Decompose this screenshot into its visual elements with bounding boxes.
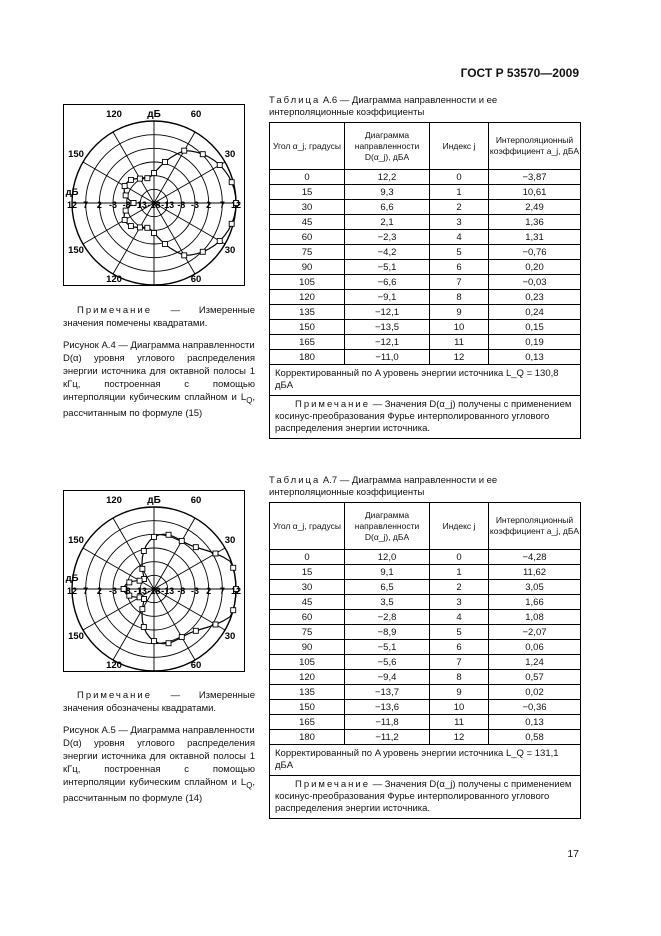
table-cell: −9,1 [345, 290, 430, 305]
radial-label-left: -8 [122, 200, 131, 210]
angle-label-60: 60 [190, 495, 202, 506]
radial-label-left: -3 [108, 586, 118, 596]
table-cell: 75 [270, 245, 345, 260]
angle-label-60: 60 [190, 109, 202, 120]
document-header: ГОСТ Р 53570—2009 [460, 66, 579, 80]
table-row [270, 715, 581, 730]
figure5-note [63, 689, 255, 715]
corrected-level: Корректированный по A уровень энергии источника L_Q = 131,1 дБA [270, 745, 581, 776]
table-row [270, 655, 581, 670]
table-cell: 135 [270, 305, 345, 320]
table-row [270, 565, 581, 580]
table-cell: 8 [430, 670, 489, 685]
table-cell: 10 [430, 700, 489, 715]
corrected-level: Корректированный по A уровень энергии источника L_Q = 130,8 дБA [270, 365, 581, 396]
table-cell: −5,1 [345, 260, 430, 275]
table-cell: 90 [270, 260, 345, 275]
table-cell: 8 [430, 290, 489, 305]
caption-word: Таблица [269, 95, 321, 106]
measurement-marker [141, 624, 146, 629]
note-word: Примечание [295, 399, 370, 410]
radial-label-center: -18 [147, 200, 161, 210]
radial-label-left: -13 [133, 586, 147, 596]
measurement-marker [140, 607, 145, 612]
table-cell: 10 [430, 320, 489, 335]
table-cell: 0,20 [489, 260, 581, 275]
radial-label-left: 7 [83, 200, 89, 210]
table-cell: −11,8 [345, 715, 430, 730]
table-cell: 2,49 [489, 200, 581, 215]
table-cell: −13,6 [345, 700, 430, 715]
table-cell: 0 [270, 550, 345, 565]
table-note [270, 396, 581, 439]
measurement-marker [179, 538, 184, 543]
table-cell: 90 [270, 640, 345, 655]
table-cell: 11,62 [489, 565, 581, 580]
table-cell: 0,15 [489, 320, 581, 335]
table-cell: 0,06 [489, 640, 581, 655]
caption-text: А.6 — Диаграмма направленности и ее интерполяционные коэффициенты [269, 95, 498, 118]
table-cell: 9,3 [345, 185, 430, 200]
table-row [270, 305, 581, 320]
measurement-marker [122, 184, 127, 189]
measurement-marker [122, 217, 127, 222]
measurement-marker [152, 639, 157, 644]
table-row [270, 595, 581, 610]
measurement-marker [213, 622, 218, 627]
unit-label-top: дБ [147, 109, 161, 120]
table-cell: 0,57 [489, 670, 581, 685]
measurement-marker [152, 171, 157, 176]
unit-label-left: дБ [65, 573, 79, 584]
unit-label-top: дБ [147, 495, 161, 506]
radial-label-center: -18 [147, 586, 161, 596]
table-body [270, 170, 581, 365]
radial-label-right: 2 [206, 200, 212, 210]
measurement-marker [137, 176, 142, 181]
table-header-row [270, 503, 581, 550]
caption-line: источника для октавной полосы 1 кГц, построенная с помощью интерполяции кубическим [63, 366, 255, 403]
measurement-marker [142, 596, 147, 601]
table-cell: 5 [430, 245, 489, 260]
table-row [270, 580, 581, 595]
header-pattern: Диаграмма направленности D(α_j), дБA [345, 503, 430, 550]
radial-label-left: -13 [133, 200, 147, 210]
table-cell: −5,1 [345, 640, 430, 655]
table-cell: 9 [430, 685, 489, 700]
header-pattern: Диаграмма направленности D(α_j), дБA [345, 123, 430, 170]
table-a7 [269, 502, 581, 819]
radial-label-left: 12 [66, 586, 78, 596]
table-cell: 5 [430, 625, 489, 640]
table-row [270, 335, 581, 350]
table-cell: 9 [430, 305, 489, 320]
table-cell: 3 [430, 215, 489, 230]
table-row [270, 350, 581, 365]
measurement-marker [217, 238, 222, 243]
table-cell: 0,23 [489, 290, 581, 305]
table-cell: 45 [270, 595, 345, 610]
table-cell: 12 [430, 350, 489, 365]
table-cell: 15 [270, 185, 345, 200]
table-cell: 12,0 [345, 550, 430, 565]
table-cell: 11 [430, 715, 489, 730]
measurement-marker [179, 635, 184, 640]
radial-label-left: 12 [66, 200, 78, 210]
angle-label-120: 120 [106, 109, 122, 120]
table-cell: 15 [270, 565, 345, 580]
table-row [270, 275, 581, 290]
figure4-note [63, 304, 255, 330]
measurement-marker [200, 249, 205, 254]
caption-line: D(α) уровня углового распределения энергии [63, 353, 255, 377]
table-cell: 3,5 [345, 595, 430, 610]
table-row [270, 215, 581, 230]
table-cell: 0,02 [489, 685, 581, 700]
radial-label-right: 7 [219, 586, 225, 596]
header-angle: Угол α_j, градусы [270, 503, 345, 550]
table-cell: 1 [430, 565, 489, 580]
radial-label-right: -8 [177, 200, 186, 210]
table-cell: 165 [270, 335, 345, 350]
table-cell: −13,5 [345, 320, 430, 335]
measurement-marker [137, 578, 142, 583]
caption-line: , рассчитанным по формуле (15) [63, 392, 256, 419]
angle-label-60-lower: 60 [190, 660, 202, 671]
note-word: Примечание [77, 305, 152, 316]
measurement-marker [200, 152, 205, 157]
angle-label-150-lower: 150 [68, 631, 84, 642]
measurement-marker [152, 534, 157, 539]
table-cell: 7 [430, 655, 489, 670]
table-cell: 0,24 [489, 305, 581, 320]
table-body [270, 550, 581, 745]
radial-label-right: 12 [230, 200, 242, 210]
caption-line: источника для октавной полосы 1 кГц, построенная с помощью интерполяции кубическим [63, 751, 255, 788]
table-cell: 6 [430, 260, 489, 275]
table-row [270, 200, 581, 215]
table-row [270, 625, 581, 640]
angle-label-30: 30 [224, 535, 236, 546]
radial-label-right: -3 [190, 586, 200, 596]
table-row [270, 685, 581, 700]
table-cell: 60 [270, 610, 345, 625]
table-cell: 1,66 [489, 595, 581, 610]
table-cell: 1,24 [489, 655, 581, 670]
table-cell: −12,1 [345, 305, 430, 320]
measurement-marker [123, 193, 128, 198]
header-coefficient: Интерполяционный коэффициент a_j, дБA [489, 503, 581, 550]
radial-label-left: 7 [83, 586, 89, 596]
note-text: — Измеренные значения обозначены квадратами. [63, 690, 256, 714]
table-cell: −9,4 [345, 670, 430, 685]
table-row [270, 260, 581, 275]
table-cell: −11,2 [345, 730, 430, 745]
table-cell: −4,28 [489, 550, 581, 565]
table7-caption [269, 475, 581, 499]
table-cell: 45 [270, 215, 345, 230]
table-row [270, 730, 581, 745]
table-cell: 30 [270, 580, 345, 595]
figure5-caption [63, 724, 255, 805]
table-cell: 11 [430, 335, 489, 350]
table-cell: −0,76 [489, 245, 581, 260]
table-cell: 105 [270, 275, 345, 290]
table-cell: 105 [270, 655, 345, 670]
measurement-marker [229, 180, 234, 185]
table-cell: −2,3 [345, 230, 430, 245]
table-cell: −6,6 [345, 275, 430, 290]
angle-label-150-lower: 150 [68, 245, 84, 256]
measurement-marker [128, 177, 133, 182]
angle-label-150: 150 [68, 535, 84, 546]
table-row [270, 320, 581, 335]
table-cell: 150 [270, 700, 345, 715]
table-cell: −11,0 [345, 350, 430, 365]
table-cell: −4,2 [345, 245, 430, 260]
table-cell: 0 [430, 550, 489, 565]
table-row [270, 230, 581, 245]
angle-label-120: 120 [106, 495, 122, 506]
measurement-marker [229, 221, 234, 226]
header-coefficient: Интерполяционный коэффициент a_j, дБA [489, 123, 581, 170]
radial-label-right: 7 [219, 200, 225, 210]
table-cell: 150 [270, 320, 345, 335]
caption-line: D(α) уровня углового распределения энергии [63, 738, 255, 762]
header-index: Индекс j [430, 123, 489, 170]
table-cell: −8,9 [345, 625, 430, 640]
measurement-marker [127, 580, 132, 585]
note-text: — Измеренные значения помечены квадратами. [63, 305, 256, 329]
radial-label-left: -8 [122, 586, 131, 596]
caption-sub: Q [246, 395, 253, 405]
table-cell: 12 [430, 730, 489, 745]
measurement-marker [163, 242, 168, 247]
table-cell: 120 [270, 670, 345, 685]
table-note [270, 776, 581, 819]
caption-text: А.7 — Диаграмма направленности и ее интерполяционные коэффициенты [269, 475, 498, 498]
table-row [270, 610, 581, 625]
table-cell: 4 [430, 230, 489, 245]
radial-label-left: 2 [96, 586, 102, 596]
radial-label-right: -13 [161, 586, 175, 596]
measurement-marker [193, 628, 198, 633]
note-word: Примечание [295, 779, 370, 790]
table-cell: 1,36 [489, 215, 581, 230]
caption-line: Рисунок А.4 — Диаграмма направленности [63, 340, 255, 351]
radial-label-right: -8 [177, 586, 186, 596]
caption-line: сплайном и L [184, 777, 247, 788]
table-row [270, 550, 581, 565]
caption-line: Рисунок А.5 — Диаграмма направленности [63, 725, 255, 736]
table-cell: 180 [270, 350, 345, 365]
table-header-row [270, 123, 581, 170]
polar-figure-a4 [63, 104, 245, 286]
angle-label-30-lower: 30 [224, 245, 236, 256]
table-cell: 3 [430, 595, 489, 610]
measurement-marker [145, 225, 150, 230]
table-cell: 165 [270, 715, 345, 730]
table-cell: 2 [430, 200, 489, 215]
measurement-marker [141, 549, 146, 554]
unit-label-left: дБ [65, 187, 79, 198]
table-row [270, 700, 581, 715]
table-cell: 6 [430, 640, 489, 655]
table-cell: −0,36 [489, 700, 581, 715]
table-cell: 0 [270, 170, 345, 185]
table-cell: −2,8 [345, 610, 430, 625]
note-word: Примечание [77, 690, 152, 701]
table-cell: 1 [430, 185, 489, 200]
table-cell: 1,08 [489, 610, 581, 625]
measurement-marker [128, 224, 133, 229]
table-cell: 180 [270, 730, 345, 745]
table6-caption [269, 95, 581, 119]
measurement-marker [231, 565, 236, 570]
table-cell: 0,19 [489, 335, 581, 350]
measurement-marker [163, 159, 168, 164]
table-cell: 6,6 [345, 200, 430, 215]
table-cell: 1,31 [489, 230, 581, 245]
angle-label-120-lower: 120 [106, 660, 122, 671]
measurement-marker [166, 532, 171, 537]
page-number: 17 [567, 848, 579, 860]
table-row [270, 640, 581, 655]
measurement-marker [145, 176, 150, 181]
table-cell: 0,13 [489, 350, 581, 365]
radial-label-right: -13 [161, 200, 175, 210]
table-cell: 75 [270, 625, 345, 640]
angle-label-30-lower: 30 [224, 631, 236, 642]
angle-label-120-lower: 120 [106, 274, 122, 285]
measurement-marker [217, 163, 222, 168]
table-cell: 0,13 [489, 715, 581, 730]
radial-label-right: -3 [190, 200, 200, 210]
table-cell: −12,1 [345, 335, 430, 350]
measurement-marker [137, 225, 142, 230]
header-index: Индекс j [430, 503, 489, 550]
radial-label-left: -3 [108, 200, 118, 210]
note-text: — Значения D(α_j) получены с применением косинус-преобразования Фурье интерполированного углового распределения энергии источника. [275, 399, 572, 434]
table-cell: −3,87 [489, 170, 581, 185]
table-cell: 9,1 [345, 565, 430, 580]
angle-label-150: 150 [68, 149, 84, 160]
caption-line: сплайном и L [184, 392, 247, 403]
table-cell: 120 [270, 290, 345, 305]
table-cell: 10,61 [489, 185, 581, 200]
table-cell: 7 [430, 275, 489, 290]
figure4-caption [63, 339, 255, 420]
measurement-marker [231, 608, 236, 613]
measurement-marker [182, 148, 187, 153]
radial-label-left: 2 [96, 200, 102, 210]
angle-label-60-lower: 60 [190, 274, 202, 285]
measurement-marker [152, 230, 157, 235]
table-cell: 4 [430, 610, 489, 625]
measurement-marker [193, 545, 198, 550]
measurement-marker [213, 551, 218, 556]
table-cell: 12,2 [345, 170, 430, 185]
table-cell: 135 [270, 685, 345, 700]
polar-figure-a5 [63, 490, 245, 672]
table-cell: −5,6 [345, 655, 430, 670]
table-cell: 3,05 [489, 580, 581, 595]
table-cell: 2,1 [345, 215, 430, 230]
table-cell: 2 [430, 580, 489, 595]
radial-label-right: 12 [230, 586, 242, 596]
radial-label-right: 2 [206, 586, 212, 596]
measurement-marker [140, 566, 145, 571]
table-row [270, 245, 581, 260]
table-cell: −0,03 [489, 275, 581, 290]
note-text: — Значения D(α_j) получены с применением косинус-преобразования Фурье интерполированного углового распределения энергии источника. [275, 779, 572, 814]
table-cell: 30 [270, 200, 345, 215]
table-row [270, 290, 581, 305]
caption-sub: Q [246, 780, 253, 790]
table-cell: 0,58 [489, 730, 581, 745]
table-row [270, 170, 581, 185]
caption-word: Таблица [269, 475, 321, 486]
measurement-marker [166, 641, 171, 646]
table-cell: 6,5 [345, 580, 430, 595]
table-cell: −13,7 [345, 685, 430, 700]
caption-line: , рассчитанным по формуле (14) [63, 777, 256, 804]
table-row [270, 670, 581, 685]
table-a6 [269, 122, 581, 439]
table-cell: −2,07 [489, 625, 581, 640]
table-cell: 60 [270, 230, 345, 245]
polar-plot-a5 [64, 491, 244, 671]
table-row [270, 185, 581, 200]
angle-label-30: 30 [224, 149, 236, 160]
measurement-marker [182, 253, 187, 258]
polar-plot-a4 [64, 105, 244, 285]
header-angle: Угол α_j, градусы [270, 123, 345, 170]
table-cell: 0 [430, 170, 489, 185]
